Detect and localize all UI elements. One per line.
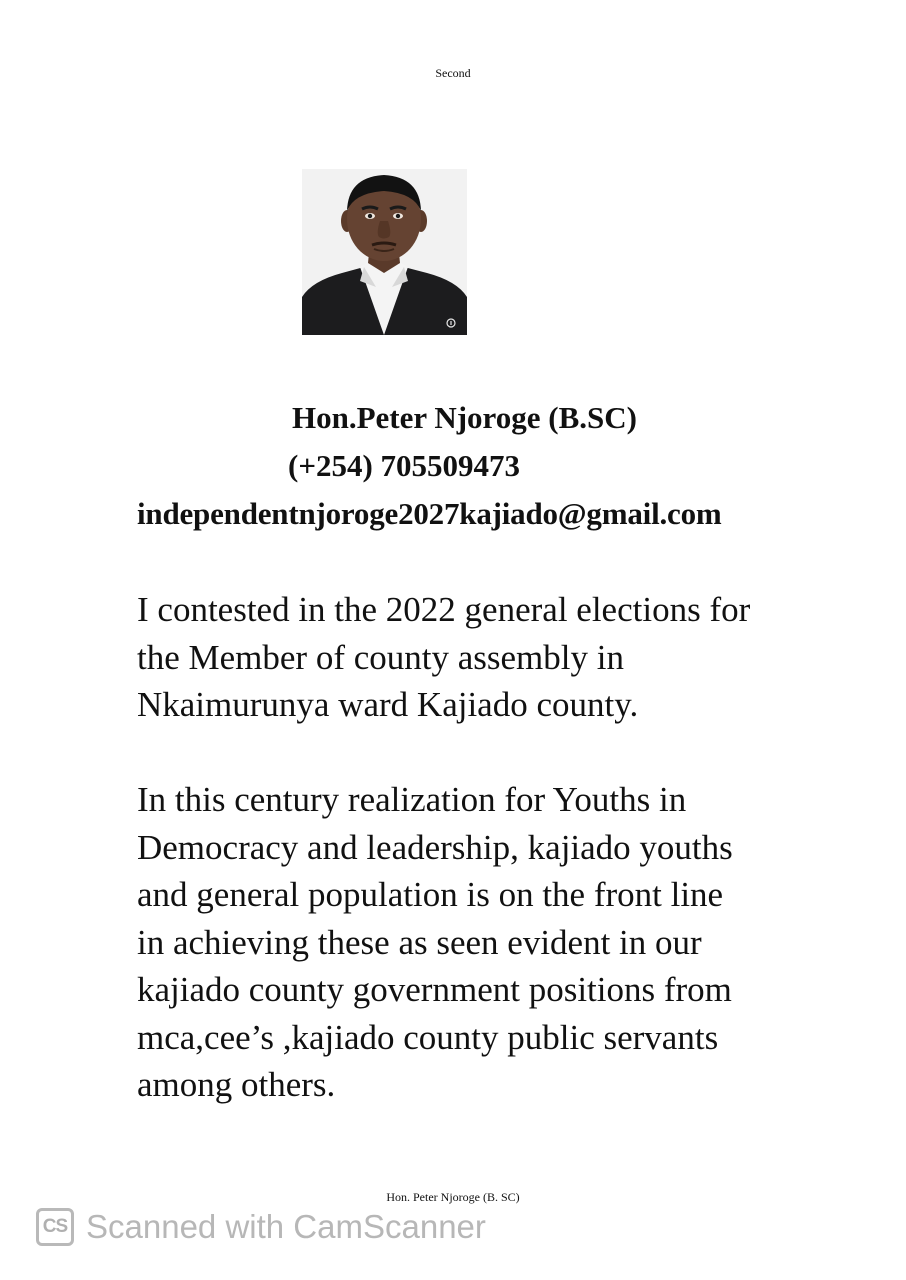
paragraph-line: In this century realization for Youths in	[137, 780, 687, 819]
camscanner-watermark	[36, 1206, 486, 1248]
page-footer: Hon. Peter Njoroge (B. SC)	[386, 1190, 520, 1204]
paragraph-youth-leadership	[137, 776, 817, 1109]
portrait-photo	[302, 169, 467, 335]
paragraph-line: mca,cee’s ,kajiado county public servants	[137, 1017, 719, 1057]
paragraph-line: Nkaimurunya ward Kajiado county.	[137, 685, 639, 724]
page-header: Second	[435, 66, 471, 80]
contact-phone: (+254) 705509473	[288, 448, 521, 483]
camscanner-logo-icon: CS	[36, 1208, 74, 1246]
paragraph-election	[137, 586, 817, 729]
paragraph-line: kajiado county government positions from	[137, 970, 732, 1009]
paragraph-line: the Member of county assembly in	[137, 637, 624, 677]
paragraph-line: in achieving these as seen evident in our	[137, 922, 702, 962]
contact-name: Hon.Peter Njoroge (B.SC)	[292, 400, 637, 435]
portrait-illustration	[302, 169, 467, 335]
contact-email: independentnjoroge2027kajiado@gmail.com	[137, 496, 722, 531]
paragraph-line: among others.	[137, 1065, 336, 1104]
camscanner-watermark-text: Scanned with CamScanner	[86, 1208, 486, 1245]
paragraph-line: I contested in the 2022 general elections for	[137, 590, 751, 629]
paragraph-line: Democracy and leadership, kajiado youths	[137, 827, 733, 867]
paragraph-line: and general population is on the front line	[137, 875, 724, 914]
